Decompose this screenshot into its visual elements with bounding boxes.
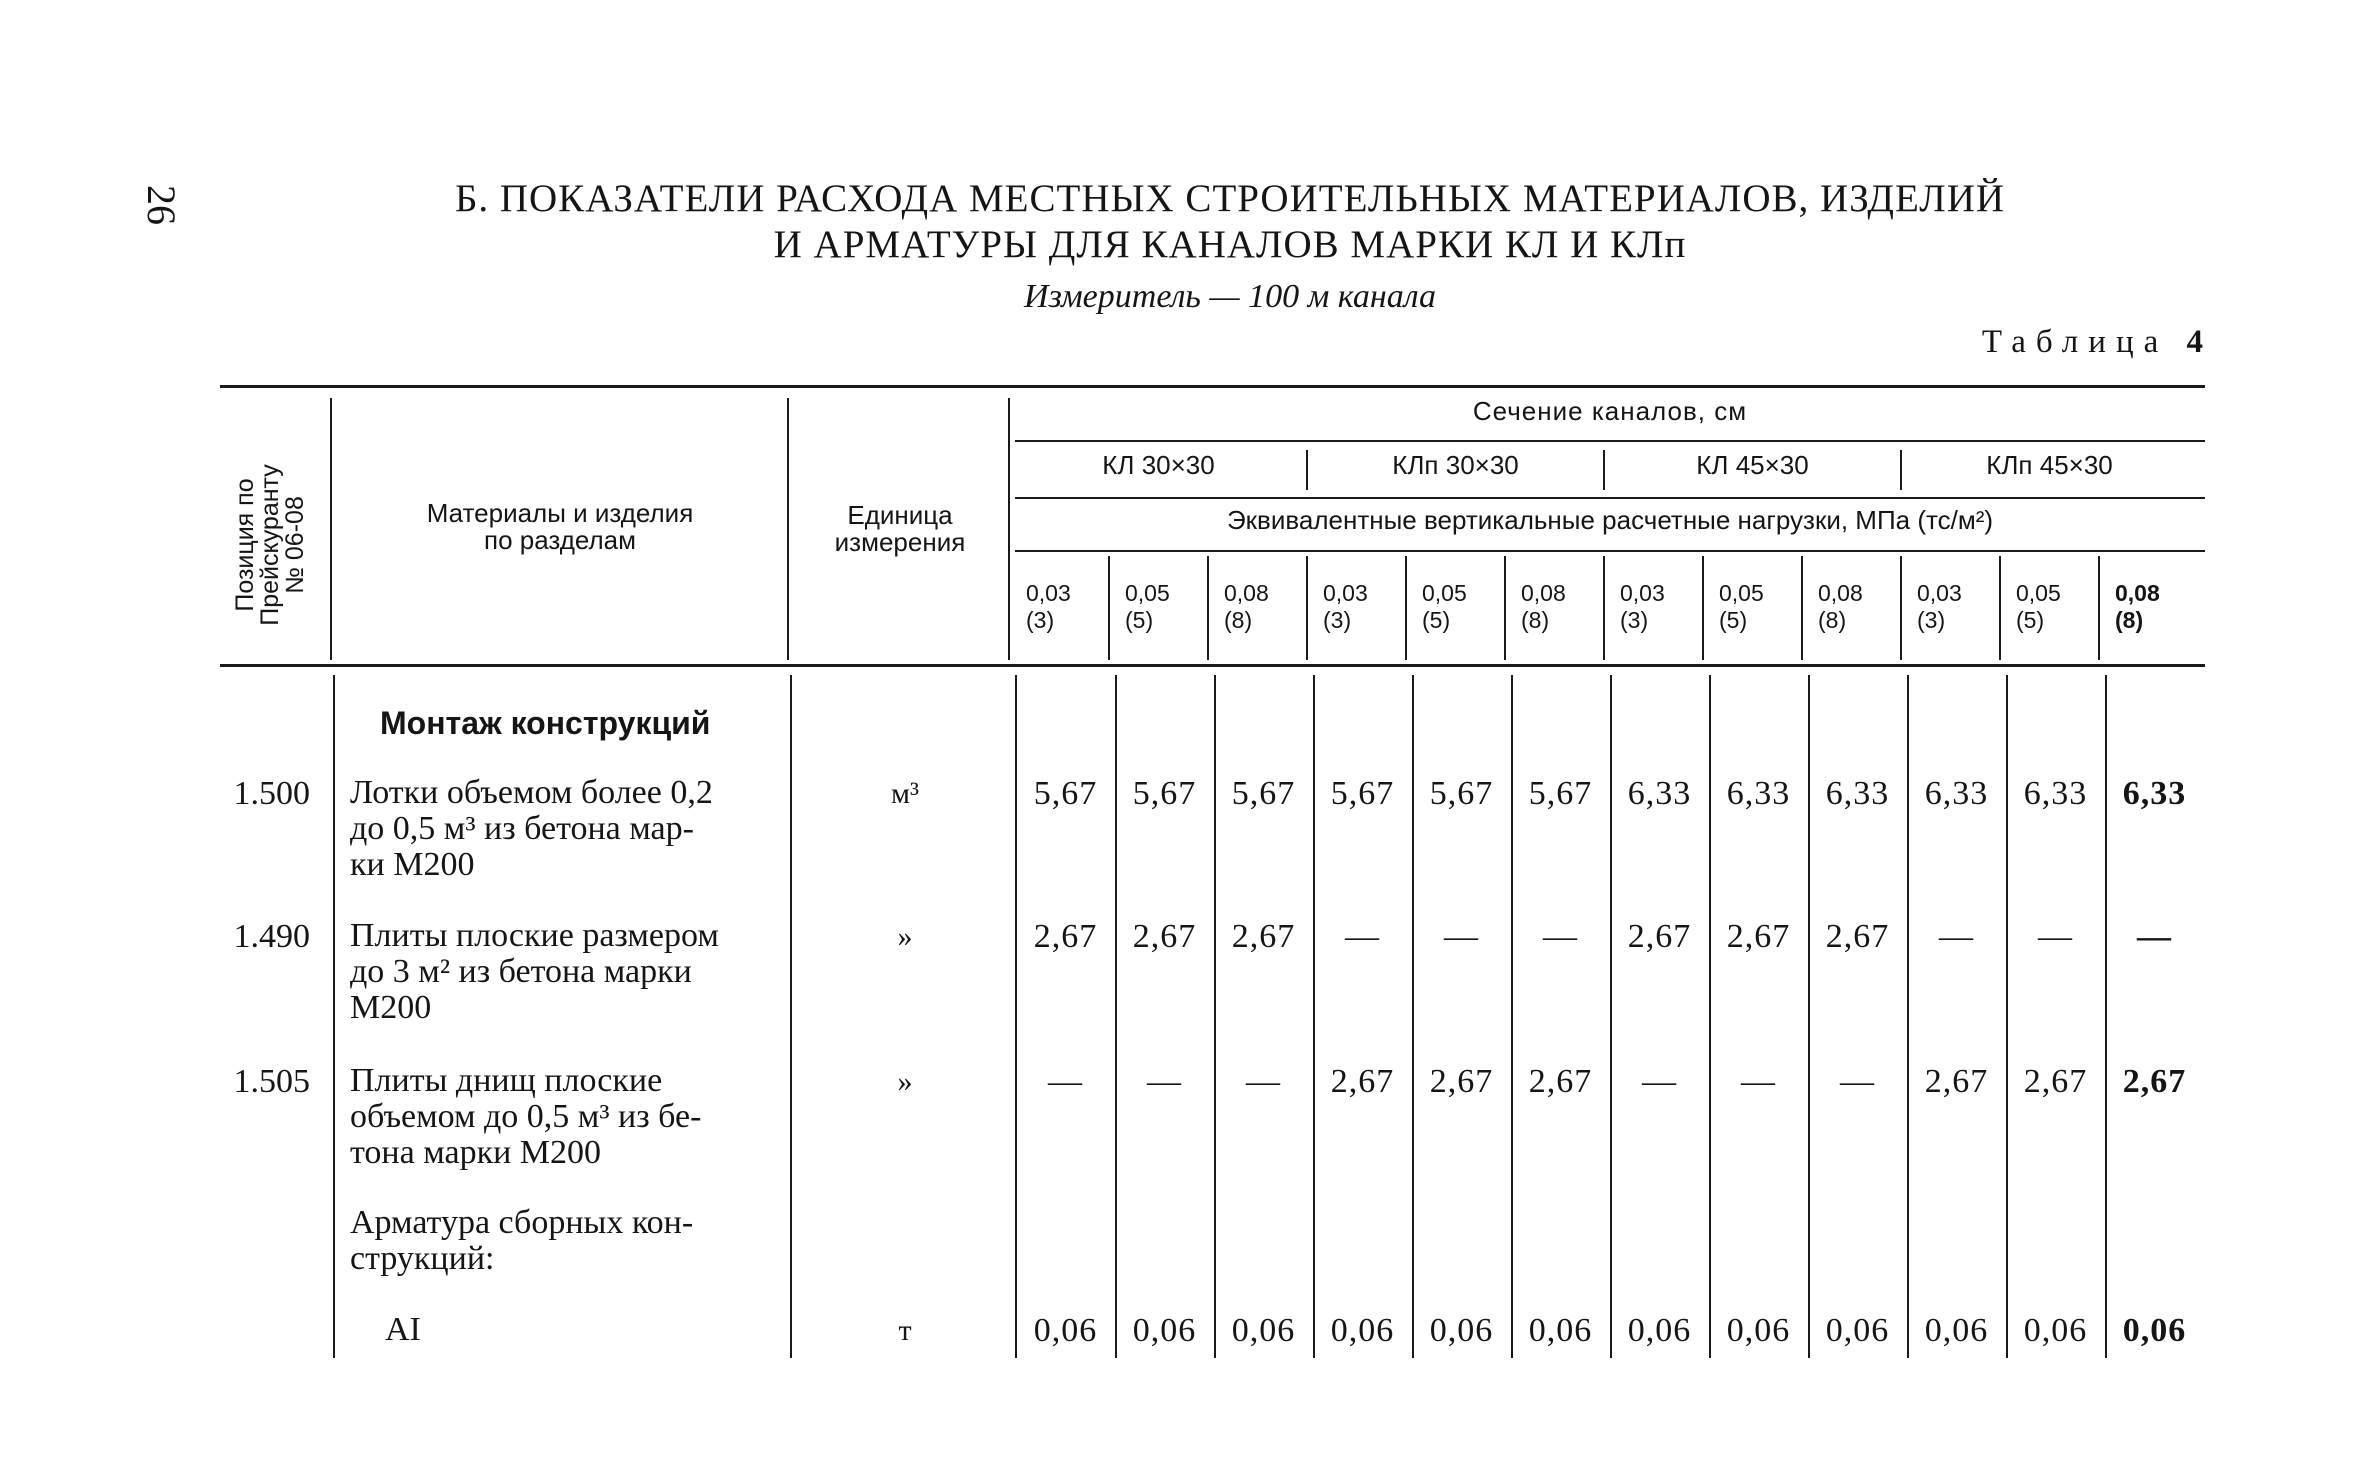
material-name bbox=[350, 918, 780, 1026]
page-title-line-2: И АРМАТУРЫ ДЛЯ КАНАЛОВ МАРКИ КЛ И КЛп bbox=[773, 223, 1687, 266]
unit-value: т bbox=[898, 1314, 912, 1347]
load-header-line: 0,08 bbox=[2115, 580, 2160, 606]
cell-value: 6,33 bbox=[2023, 775, 2088, 812]
material-name-line: до 3 м² из бетона марки bbox=[350, 953, 692, 990]
unit-value: » bbox=[897, 1065, 913, 1098]
load-sep-2 bbox=[1207, 556, 1209, 660]
load-sep-11 bbox=[2098, 556, 2100, 660]
cell-value: 0,06 bbox=[1825, 1312, 1890, 1349]
measure-caption: Измеритель — 100 м канала bbox=[1024, 278, 1436, 315]
cell-value: 0,06 bbox=[1330, 1312, 1395, 1349]
group-header: КЛ 45×30 bbox=[1696, 450, 1809, 480]
load-header-line: 0,08 bbox=[1224, 580, 1269, 606]
cell-value: — bbox=[1840, 1063, 1875, 1100]
position-code: 1.505 bbox=[233, 1063, 310, 1100]
material-name bbox=[350, 1063, 780, 1171]
cell-value: 0,06 bbox=[2122, 1312, 2187, 1349]
cell-value: 0,06 bbox=[1528, 1312, 1593, 1349]
load-header-line: (3) bbox=[1323, 607, 1352, 633]
load-header-line: 0,05 bbox=[1422, 580, 1467, 606]
load-sep-6 bbox=[1603, 556, 1605, 660]
page-number: 26 bbox=[139, 185, 184, 225]
load-header bbox=[2016, 580, 2097, 634]
load-header-line: 0,05 bbox=[2016, 580, 2061, 606]
load-header-line: 0,08 bbox=[1521, 580, 1566, 606]
cell-value: 0,06 bbox=[1231, 1312, 1296, 1349]
bottom-header-rule bbox=[220, 664, 2205, 667]
cell-value: 0,06 bbox=[1726, 1312, 1791, 1349]
load-header-line: 0,05 bbox=[1719, 580, 1764, 606]
header-sep-unit bbox=[1008, 398, 1010, 660]
load-header bbox=[1620, 580, 1701, 634]
cell-value: 0,06 bbox=[1429, 1312, 1494, 1349]
load-header-line: (3) bbox=[1620, 607, 1649, 633]
cell-value: — bbox=[2137, 918, 2172, 955]
table-number: 4 bbox=[2186, 324, 2203, 360]
load-header-line: (3) bbox=[1917, 607, 1946, 633]
cell-value: — bbox=[1345, 918, 1380, 955]
cell-value: 2,67 bbox=[1528, 1063, 1593, 1100]
cell-value: — bbox=[1939, 918, 1974, 955]
cell-value: 5,67 bbox=[1528, 775, 1593, 812]
body-sep-materials bbox=[790, 675, 792, 1358]
top-rule bbox=[220, 385, 2205, 388]
cell-value: 2,67 bbox=[1429, 1063, 1494, 1100]
load-sep-4 bbox=[1405, 556, 1407, 660]
cell-value: 2,67 bbox=[1330, 1063, 1395, 1100]
load-header bbox=[1818, 580, 1899, 634]
load-header bbox=[1026, 580, 1107, 634]
table-label bbox=[1982, 324, 2203, 361]
load-header-line: (3) bbox=[1026, 607, 1055, 633]
cell-value: 5,67 bbox=[1429, 775, 1494, 812]
load-header-line: (5) bbox=[1125, 607, 1154, 633]
cell-value: 0,06 bbox=[1033, 1312, 1098, 1349]
cell-value: — bbox=[1642, 1063, 1677, 1100]
material-name-line: ки М200 bbox=[350, 846, 475, 883]
unit-value: » bbox=[897, 920, 913, 953]
cell-value: 2,67 bbox=[1825, 918, 1890, 955]
load-sep-8 bbox=[1801, 556, 1803, 660]
material-name-line: струкций: bbox=[350, 1240, 495, 1277]
material-name bbox=[350, 775, 780, 883]
load-header-line: (5) bbox=[1422, 607, 1451, 633]
cell-value: 2,67 bbox=[1726, 918, 1791, 955]
cell-value: — bbox=[1246, 1063, 1281, 1100]
group-header: КЛп 30×30 bbox=[1392, 450, 1519, 480]
load-header-line: 0,03 bbox=[1026, 580, 1071, 606]
section-title: Монтаж конструкций bbox=[380, 705, 711, 741]
cell-value: 0,06 bbox=[1627, 1312, 1692, 1349]
cell-value: 2,67 bbox=[1231, 918, 1296, 955]
cell-value: 0,06 bbox=[1924, 1312, 1989, 1349]
material-name-line: AI bbox=[385, 1311, 421, 1348]
cell-value: 6,33 bbox=[1825, 775, 1890, 812]
cell-value: — bbox=[1147, 1063, 1182, 1100]
loads-caption: Эквивалентные вертикальные расчетные нагрузки, МПа (тс/м²) bbox=[1226, 505, 1994, 535]
cell-value: 0,06 bbox=[2023, 1312, 2088, 1349]
unit-header-line: измерения bbox=[834, 527, 966, 557]
cell-value: — bbox=[1741, 1063, 1776, 1100]
cell-value: 2,67 bbox=[1132, 918, 1197, 955]
unit-header bbox=[795, 502, 1005, 556]
cell-value: 6,33 bbox=[1924, 775, 1989, 812]
load-header bbox=[1422, 580, 1503, 634]
body-sep-unit bbox=[1015, 675, 1017, 1358]
load-header bbox=[1719, 580, 1800, 634]
load-header bbox=[2115, 580, 2196, 634]
position-code: 1.500 bbox=[233, 775, 310, 812]
header-sep-materials bbox=[787, 398, 789, 660]
load-header-line: (5) bbox=[2016, 607, 2045, 633]
load-header-line: 0,03 bbox=[1323, 580, 1368, 606]
load-header-line: 0,03 bbox=[1620, 580, 1665, 606]
load-header-line: 0,08 bbox=[1818, 580, 1863, 606]
material-name-line: объемом до 0,5 м³ из бе- bbox=[350, 1098, 702, 1135]
cell-value: — bbox=[1048, 1063, 1083, 1100]
load-sep-10 bbox=[1999, 556, 2001, 660]
load-header bbox=[1917, 580, 1998, 634]
load-header-line: (8) bbox=[1224, 607, 1253, 633]
load-header-line: (8) bbox=[1521, 607, 1550, 633]
group-header: КЛ 30×30 bbox=[1102, 450, 1215, 480]
materials-header-line: по разделам bbox=[483, 525, 636, 555]
cell-value: 2,67 bbox=[1924, 1063, 1989, 1100]
material-name bbox=[385, 1312, 815, 1348]
position-header-line: № 06-08 bbox=[281, 496, 309, 594]
load-header-line: (8) bbox=[2115, 607, 2144, 633]
cell-value: 6,33 bbox=[1726, 775, 1791, 812]
material-name-line: Лотки объемом более 0,2 bbox=[350, 774, 713, 811]
load-header bbox=[1521, 580, 1602, 634]
cell-value: — bbox=[1444, 918, 1479, 955]
cell-value: 0,06 bbox=[1132, 1312, 1197, 1349]
cell-value: — bbox=[1543, 918, 1578, 955]
load-header bbox=[1125, 580, 1206, 634]
load-sep-1 bbox=[1108, 556, 1110, 660]
material-name bbox=[350, 1205, 780, 1277]
materials-header bbox=[340, 500, 780, 554]
cell-value: 5,67 bbox=[1330, 775, 1395, 812]
load-header-line: (8) bbox=[1818, 607, 1847, 633]
cell-value: — bbox=[2038, 918, 2073, 955]
material-name-line: Плиты плоские размером bbox=[350, 917, 719, 954]
cell-value: 2,67 bbox=[2122, 1063, 2187, 1100]
position-header-line: Прейскуранту bbox=[256, 464, 284, 626]
unit-header-line: Единица bbox=[847, 500, 953, 530]
loads-rule bbox=[1015, 550, 2205, 552]
header-sep-position bbox=[330, 398, 332, 660]
material-name-line: Арматура сборных кон- bbox=[350, 1204, 694, 1241]
load-header bbox=[1323, 580, 1404, 634]
load-header-line: (5) bbox=[1719, 607, 1748, 633]
material-name-line: М200 bbox=[350, 989, 432, 1026]
cell-value: 6,33 bbox=[1627, 775, 1692, 812]
cell-value: 5,67 bbox=[1132, 775, 1197, 812]
materials-header-line: Материалы и изделия bbox=[426, 498, 694, 528]
load-header bbox=[1224, 580, 1305, 634]
position-code: 1.490 bbox=[233, 918, 310, 955]
cell-value: 5,67 bbox=[1033, 775, 1098, 812]
load-header-line: 0,03 bbox=[1917, 580, 1962, 606]
cell-value: 6,33 bbox=[2122, 775, 2187, 812]
load-sep-5 bbox=[1504, 556, 1506, 660]
cell-value: 2,67 bbox=[1627, 918, 1692, 955]
section-rule bbox=[1015, 440, 2205, 442]
material-name-line: тона марки М200 bbox=[350, 1134, 602, 1171]
cell-value: 2,67 bbox=[2023, 1063, 2088, 1100]
cell-value: 2,67 bbox=[1033, 918, 1098, 955]
body-sep-position bbox=[333, 675, 335, 1358]
material-name-line: до 0,5 м³ из бетона мар- bbox=[350, 810, 694, 847]
load-sep-3 bbox=[1306, 556, 1308, 660]
load-sep-7 bbox=[1702, 556, 1704, 660]
section-header: Сечение каналов, см bbox=[1472, 396, 1748, 426]
groups-rule bbox=[1015, 497, 2205, 499]
group-header: КЛп 45×30 bbox=[1986, 450, 2113, 480]
position-header bbox=[233, 435, 308, 655]
page-title-line-1: Б. ПОКАЗАТЕЛИ РАСХОДА МЕСТНЫХ СТРОИТЕЛЬНЫХ МАТЕРИАЛОВ, ИЗДЕЛИЙ bbox=[454, 177, 2006, 220]
unit-value: м³ bbox=[891, 777, 919, 810]
material-name-line: Плиты днищ плоские bbox=[350, 1062, 663, 1099]
load-header-line: 0,05 bbox=[1125, 580, 1170, 606]
table-label-text: Таблица bbox=[1981, 324, 2169, 360]
position-header-line: Позиция по bbox=[231, 478, 259, 612]
load-sep-9 bbox=[1900, 556, 1902, 660]
cell-value: 5,67 bbox=[1231, 775, 1296, 812]
